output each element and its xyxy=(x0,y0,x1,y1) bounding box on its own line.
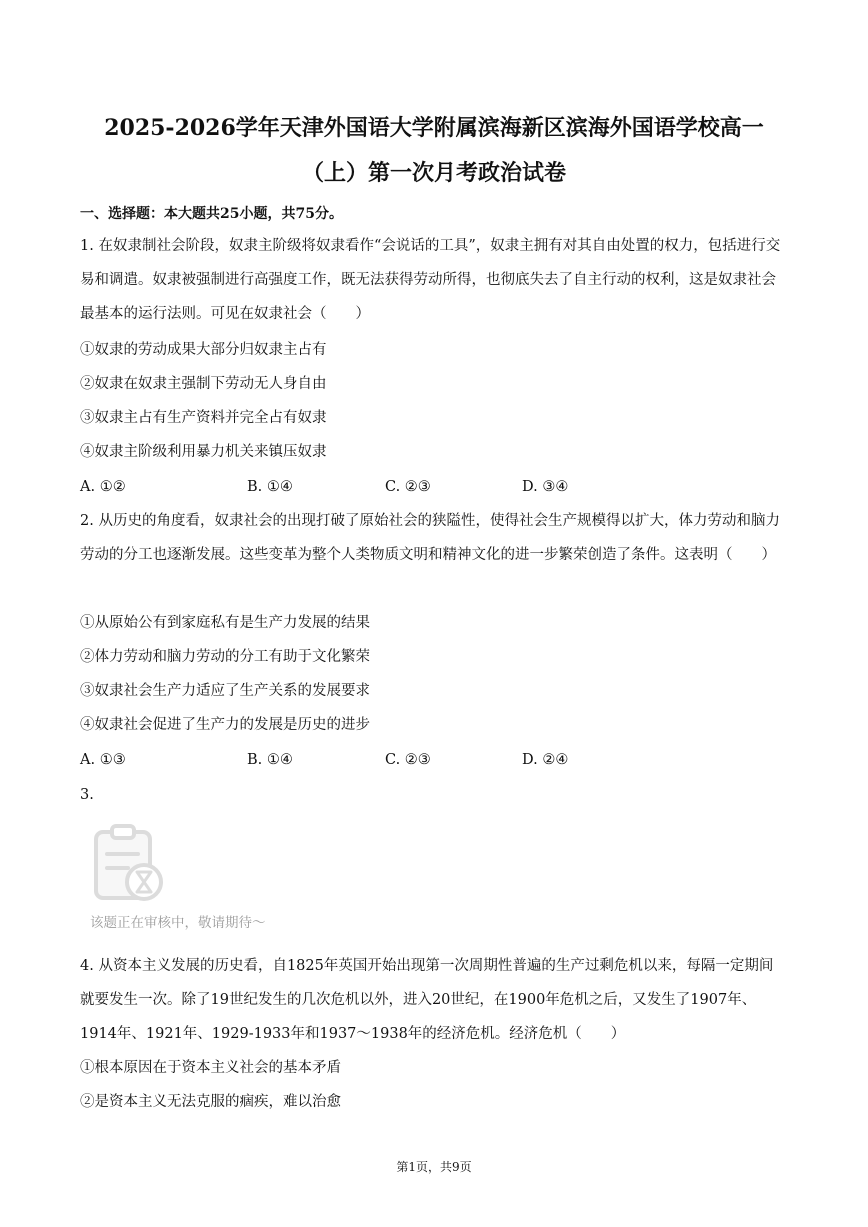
question-2-option-c[interactable]: C. ②③ xyxy=(385,752,431,768)
question-1-option-c[interactable]: C. ②③ xyxy=(385,479,431,495)
question-4-stem: 4. 从资本主义发展的历史看，自1825年英国开始出现第一次周期性普遍的生产过剩危机以来，每隔一定期间就要发生一次。除了19世纪发生的几次危机以外，进入20世纪，在1900年危机之后，又发生了1907年、1914年、1921年、1929-1933年和1937～1938年的经济危机。经济危机（ ） xyxy=(80,958,774,1042)
exam-title-line2: （上）第一次月考政治试卷 xyxy=(301,160,566,186)
question-2-option-b[interactable]: B. ①④ xyxy=(247,752,293,768)
question-4-item: ②是资本主义无法克服的痼疾，难以治愈 xyxy=(80,1094,341,1110)
question-2-option-a[interactable]: A. ①③ xyxy=(80,752,126,768)
question-1-option-d[interactable]: D. ③④ xyxy=(522,479,569,495)
question-1-item: ①奴隶的劳动成果大部分归奴隶主占有 xyxy=(80,342,327,358)
question-pending-placeholder xyxy=(90,822,310,934)
question-2-item: ②体力劳动和脑力劳动的分工有助于文化繁荣 xyxy=(80,649,370,665)
question-2-item: ①从原始公有到家庭私有是生产力发展的结果 xyxy=(80,615,370,631)
question-2-item: ③奴隶社会生产力适应了生产关系的发展要求 xyxy=(80,683,370,699)
question-4-item: ①根本原因在于资本主义社会的基本矛盾 xyxy=(80,1060,341,1076)
exam-title-line1: 2025-2026学年天津外国语大学附属滨海新区滨海外国语学校高一 xyxy=(104,115,764,141)
pending-review-text: 该题正在审核中，敬请期待～ xyxy=(90,915,266,931)
question-1-item: ④奴隶主阶级利用暴力机关来镇压奴隶 xyxy=(80,444,327,460)
page-footer: 第1页，共9页 xyxy=(396,1160,472,1174)
question-3-number: 3. xyxy=(80,787,94,803)
question-1-option-a[interactable]: A. ①② xyxy=(80,479,126,495)
question-1-item: ③奴隶主占有生产资料并完全占有奴隶 xyxy=(80,410,327,426)
question-2-stem: 2. 从历史的角度看，奴隶社会的出现打破了原始社会的狭隘性，使得社会生产规模得以扩大，体力劳动和脑力劳动的分工也逐渐发展。这些变革为整个人类物质文明和精神文化的进一步繁荣创造了条件。这表明（ ） xyxy=(80,513,780,563)
question-1-stem: 1. 在奴隶制社会阶段，奴隶主阶级将奴隶看作“会说话的工具”，奴隶主拥有对其自由处置的权力，包括进行交易和调遣。奴隶被强制进行高强度工作，既无法获得劳动所得，也彻底失去了自主行动的权利，这是奴隶社会最基本的运行法则。可见在奴隶社会（ ） xyxy=(80,238,781,322)
question-1-option-b[interactable]: B. ①④ xyxy=(247,479,293,495)
clipboard-hourglass-icon xyxy=(90,822,170,912)
section-heading: 一、选择题：本大题共25小题，共75分。 xyxy=(80,206,343,222)
question-1-item: ②奴隶在奴隶主强制下劳动无人身自由 xyxy=(80,376,327,392)
question-2-option-d[interactable]: D. ②④ xyxy=(522,752,569,768)
question-2-item: ④奴隶社会促进了生产力的发展是历史的进步 xyxy=(80,717,370,733)
